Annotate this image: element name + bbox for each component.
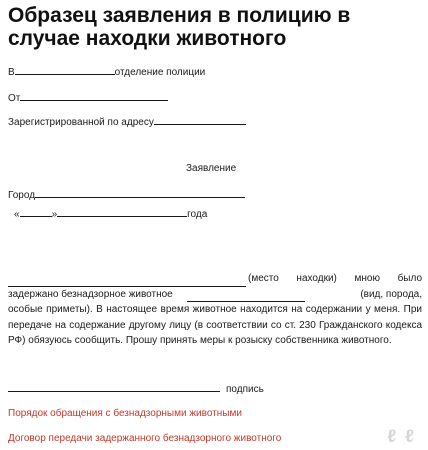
address-blank[interactable] (154, 114, 246, 125)
place-label: (место находки) мною было (248, 273, 422, 284)
date-close-quote: » (51, 209, 58, 220)
animal-text: задержано безнадзорное животное (8, 288, 173, 300)
day-blank[interactable] (20, 206, 52, 217)
statement-text: особые приметы). В настоящее время животное находится на содержании у меня. При передаче на содержание другому лицу (в соответствии со ст. 230 Гражданского кодекса РФ) обязуюсь сообщить. Прошу принять меры к розыску собственника животного. (8, 304, 422, 346)
address-label: Зарегистрированной по адресу (8, 117, 154, 128)
city-line (8, 187, 245, 201)
police-department-blank[interactable] (15, 64, 115, 75)
recipient-line (8, 64, 205, 78)
city-blank[interactable] (35, 187, 245, 198)
statement-body (8, 271, 422, 349)
signature-line (8, 381, 264, 395)
sender-line (8, 90, 168, 104)
place-blank[interactable] (8, 276, 246, 287)
procedure-link[interactable]: Порядок обращения с безнадзорными животными (8, 408, 242, 419)
species-blank[interactable] (187, 291, 305, 302)
sender-label: От (8, 93, 21, 104)
species-label: (вид, порода, (360, 288, 422, 300)
month-blank[interactable] (57, 206, 187, 217)
sender-name-blank[interactable] (20, 90, 168, 101)
city-label: Город (8, 190, 36, 201)
recipient-prefix: В (8, 67, 15, 78)
date-line (14, 206, 207, 220)
signature-blank[interactable] (8, 381, 220, 392)
recipient-suffix: отделение полиции (114, 67, 206, 78)
address-line (8, 114, 246, 128)
signature-label: подпись (226, 384, 264, 395)
contract-link[interactable]: Договор передачи задержанного безнадзорного животного (8, 433, 282, 444)
statement-heading: Заявление (186, 163, 237, 174)
year-label: года (187, 209, 208, 220)
watermark-logo: ℓ ℓ (387, 426, 416, 446)
document-title: Образец заявления в полицию в случае находки животного (8, 4, 351, 50)
date-open-quote: « (14, 209, 20, 220)
